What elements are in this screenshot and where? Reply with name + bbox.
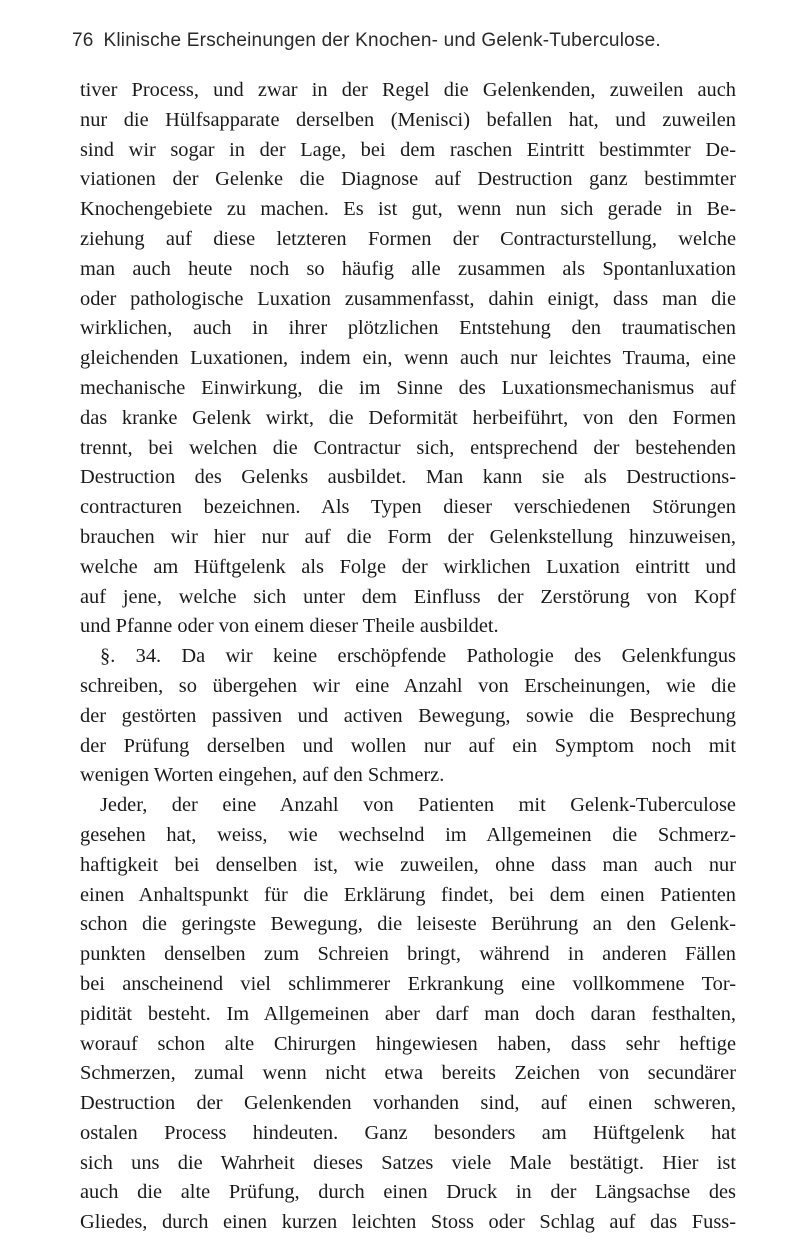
text-line: Destruction des Gelenks ausbildet. Man kann sie als Destructions-	[80, 466, 736, 489]
running-header	[72, 30, 732, 52]
text-line: der Prüfung derselben und wollen nur auf ein Symptom noch mit	[80, 734, 736, 757]
page-number: 76	[72, 30, 94, 51]
text-line: auch die alte Prüfung, durch einen Druck in der Längsachse des	[80, 1181, 736, 1204]
body-text	[80, 76, 736, 1238]
text-line: schreiben, so übergehen wir eine Anzahl von Erscheinungen, wie die	[80, 674, 736, 697]
text-line: trennt, bei welchen die Contractur sich, entsprechend der bestehenden	[80, 436, 736, 459]
text-line: ostalen Process hindeuten. Ganz besonders am Hüftgelenk hat	[80, 1121, 736, 1144]
text-line: viationen der Gelenke die Diagnose auf Destruction ganz bestimmter	[80, 168, 736, 191]
text-line: sind wir sogar in der Lage, bei dem raschen Eintritt bestimmter De-	[80, 138, 736, 161]
text-line: oder pathologische Luxation zusammenfasst, dahin einigt, dass man die	[80, 287, 736, 310]
text-line: gleichenden Luxationen, indem ein, wenn auch nur leichtes Trauma, eine	[80, 347, 736, 370]
text-line: punkten denselben zum Schreien bringt, während in anderen Fällen	[80, 943, 736, 966]
text-line: das kranke Gelenk wirkt, die Deformität herbeiführt, von den Formen	[80, 406, 736, 429]
text-line: einen Anhaltspunkt für die Erklärung findet, bei dem einen Patienten	[80, 883, 736, 906]
paragraph-start-line: §. 34. Da wir keine erschöpfende Pathologie des Gelenkfungus	[100, 645, 736, 668]
text-line: der gestörten passiven und activen Bewegung, sowie die Besprechung	[80, 704, 736, 727]
text-line: ziehung auf diese letzteren Formen der Contracturstellung, welche	[80, 227, 736, 250]
text-line: auf jene, welche sich unter dem Einfluss der Zerstörung von Kopf	[80, 585, 736, 608]
text-line: schon die geringste Bewegung, die leiseste Berührung an den Gelenk-	[80, 913, 736, 936]
text-line: man auch heute noch so häufig alle zusammen als Spontanluxation	[80, 257, 736, 280]
text-line: sich uns die Wahrheit dieses Satzes viele Male bestätigt. Hier ist	[80, 1151, 736, 1174]
running-title: Klinische Erscheinungen der Knochen- und Gelenk-Tuberculose.	[103, 30, 661, 51]
text-line: welche am Hüftgelenk als Folge der wirklichen Luxation eintritt und	[80, 555, 736, 578]
text-line: worauf schon alte Chirurgen hingewiesen haben, dass sehr heftige	[80, 1032, 736, 1055]
text-line: gesehen hat, weiss, wie wechselnd im Allgemeinen die Schmerz-	[80, 823, 736, 846]
text-line: nur die Hülfsapparate derselben (Menisci) befallen hat, und zuweilen	[80, 108, 736, 131]
paragraph-start-line: Jeder, der eine Anzahl von Patienten mit Gelenk-Tuberculose	[100, 794, 736, 817]
text-line: Destruction der Gelenkenden vorhanden sind, auf einen schweren,	[80, 1092, 736, 1115]
text-line: wenigen Worten eingehen, auf den Schmerz.	[80, 764, 445, 787]
text-line: wirklichen, auch in ihrer plötzlichen Entstehung den traumatischen	[80, 317, 736, 340]
text-line: tiver Process, und zwar in der Regel die Gelenkenden, zuweilen auch	[80, 79, 736, 101]
text-line: und Pfanne oder von einem dieser Theile ausbildet.	[80, 615, 499, 638]
text-line: Schmerzen, zumal wenn nicht etwa bereits Zeichen von secundärer	[80, 1062, 736, 1085]
text-line: Gliedes, durch einen kurzen leichten Stoss oder Schlag auf das Fuss-	[80, 1211, 736, 1234]
text-line: pidität besteht. Im Allgemeinen aber darf man doch daran festhalten,	[80, 1002, 736, 1025]
text-line: bei anscheinend viel schlimmerer Erkrankung eine vollkommene Tor-	[80, 972, 736, 995]
text-line: haftigkeit bei denselben ist, wie zuweilen, ohne dass man auch nur	[80, 853, 736, 876]
text-line: Knochengebiete zu machen. Es ist gut, wenn nun sich gerade in Be-	[80, 198, 736, 221]
text-line: brauchen wir hier nur auf die Form der Gelenkstellung hinzuweisen,	[80, 525, 736, 548]
text-line: contracturen bezeichnen. Als Typen dieser verschiedenen Störungen	[80, 496, 736, 519]
text-line: mechanische Einwirkung, die im Sinne des Luxationsmechanismus auf	[80, 376, 736, 399]
